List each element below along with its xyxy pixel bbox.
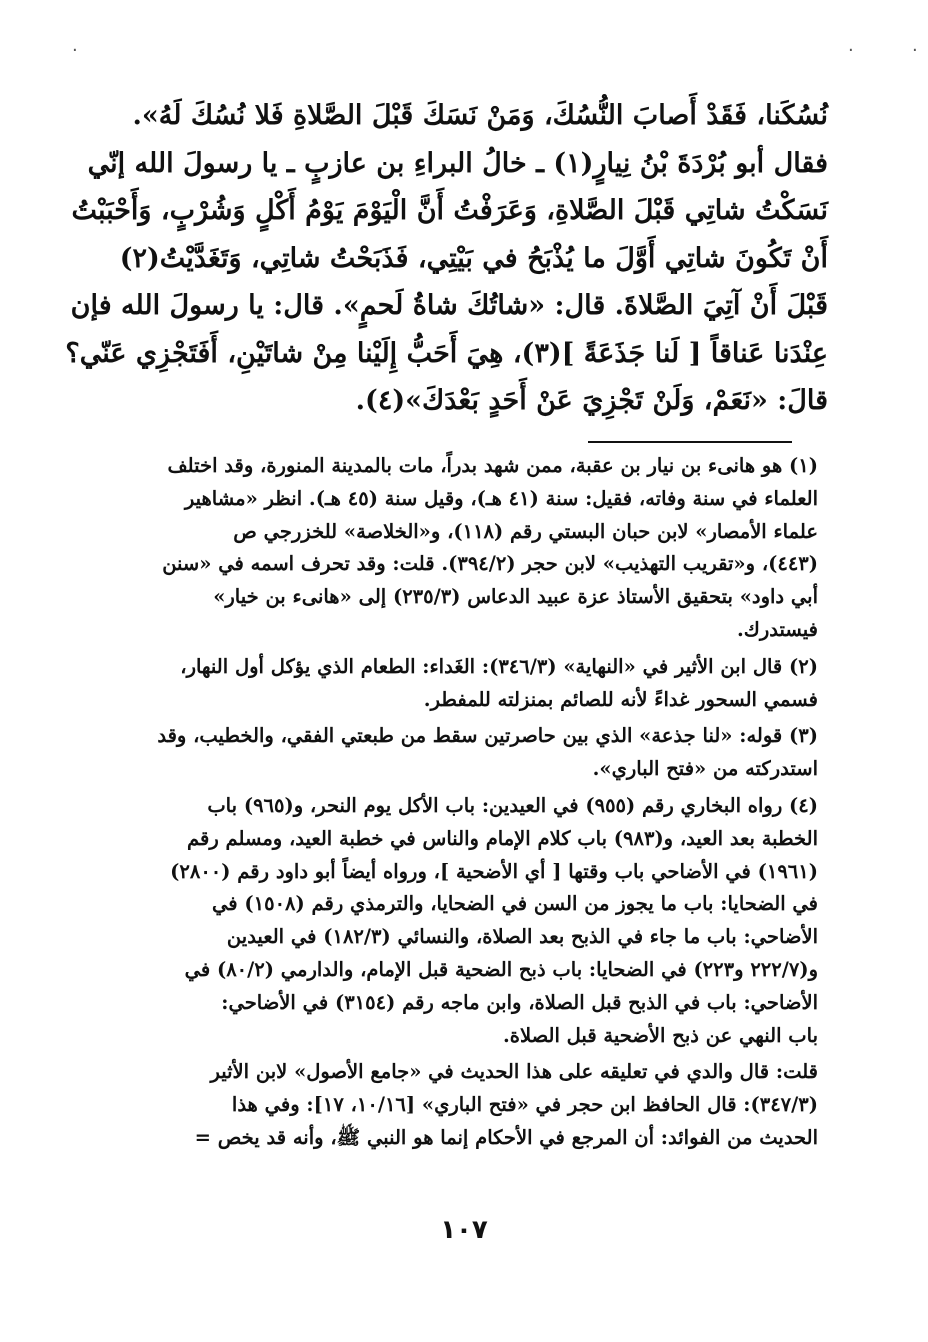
- main-text-line: نَسَكْتُ شاتِي قَبْلَ الصَّلاةِ، وَعَرَفْتُ أَنَّ الْيَوْمَ يَوْمُ أَكْلٍ وَشُرْبٍ، وَأَحْبَبْتُ: [71, 195, 828, 226]
- footnote-1: [98, 450, 818, 647]
- page-number: ١٠٧: [440, 1215, 488, 1245]
- footnote-separator: [588, 441, 792, 443]
- main-text-line: أَنْ تَكُونَ شاتِي أَوَّلَ ما يُذْبَحُ في بَيْتِي، فَذَبَحْتُ شاتِي، وَتَغَدَّيْتُ(٢): [119, 242, 828, 274]
- footnotes-section: [98, 450, 818, 1159]
- footnote-number: (١): [789, 454, 818, 477]
- scan-speck: ·: [72, 40, 78, 61]
- footnote-line: رواه البخاري رقم (٩٥٥) في العيدين: باب الأكل يوم النحر، و(٩٦٥) باب: [207, 793, 783, 817]
- main-hadith-text: [65, 92, 828, 425]
- footnote-2: [98, 651, 818, 717]
- footnote-number: (٢): [789, 654, 818, 678]
- footnote-line: أبي داود» بتحقيق الأستاذ عزة عبيد الدعاس (٢٣٥/٣) إلى «هانىء بن خيار»: [213, 585, 818, 609]
- main-text-line: فقال أبو بُرْدَةَ بْنُ نِيارٍ(١) ـ خالُ البراءِ بن عازبٍ ـ يا رسولَ الله إنّي: [87, 147, 828, 179]
- footnote-line: الخطبة بعد العيد، و(٩٨٣) باب كلام الإمام والناس في خطبة العيد، ومسلم رقم: [187, 826, 818, 850]
- scan-speck: ·: [848, 40, 854, 61]
- footnote-line: الحديث من الفوائد: أن المرجع في الأحكام إنما هو النبي ﷺ، وأنه قد يخص =: [194, 1125, 818, 1149]
- footnote-4: [98, 790, 818, 1052]
- footnote-line: (٤٤٣)، و«تقريب التهذيب» لابن حجر (٣٩٤/٢). قلت: وقد تحرف اسمه في «سنن: [162, 552, 818, 576]
- main-text-line: قالَ: «نَعَمْ، وَلَنْ تَجْزِيَ عَنْ أَحَدٍ بَعْدَكَ»(٤).: [355, 385, 828, 416]
- footnote-line: فيستدرك.: [737, 617, 818, 641]
- footnote-number: (٤): [789, 793, 818, 817]
- footnote-line: الأضاحي: باب ما جاء في الذبح بعد الصلاة، والنسائي (١٨٢/٣) في العيدين: [226, 925, 818, 949]
- footnote-number: (٣): [789, 724, 818, 748]
- scan-speck: ·: [912, 40, 918, 61]
- footnote-line: العلماء في سنة وفاته، فقيل: سنة (٤١ هـ)، وقيل سنة (٤٥ هـ). انظر «مشاهير: [184, 486, 818, 510]
- footnote-line: باب النهي عن ذبح الأضحية قبل الصلاة.: [502, 1023, 818, 1047]
- footnote-line: في الضحايا: باب ما يجوز من السن في الضحايا، والترمذي رقم (١٥٠٨) في: [212, 892, 818, 916]
- footnote-line: الأضاحي: باب في الذبح قبل الصلاة، وابن ماجه رقم (٣١٥٤) في الأضاحي:: [221, 990, 818, 1014]
- main-text-line: عِنْدَنا عَناقاً [ لَنا جَذَعَةً ](٣)، هِيَ أَحَبُّ إِلَيْنا مِنْ شاتَيْنِ، أَفَتَجْزِي عَنّي؟: [65, 337, 828, 369]
- footnote-line: استدركته من «فتح الباري».: [592, 757, 818, 781]
- footnote-line: (٣٤٧/٣): قال الحافظ ابن حجر في «فتح الباري» [١٠/١٦، ١٧]: وفي هذا: [231, 1093, 818, 1117]
- footnote-line: هو هانىء بن نيار بن عقبة، ممن شهد بدراً، مات بالمدينة المنورة، وقد اختلف: [167, 454, 783, 477]
- footnote-line: و(٢٢٢/٧ و٢٢٣) في الضحايا: باب ذبح الضحية قبل الإمام، والدارمي (٨٠/٢) في: [184, 957, 818, 981]
- footnote-line: قوله: «لنا جذعة» الذي بين حاصرتين سقط من طبعتي الفقي، والخطيب، وقد: [157, 724, 783, 748]
- footnote-line: (١٩٦١) في الأضاحي باب وقتها [ أي الأضحية ]، ورواه أيضاً أبو داود رقم (٢٨٠٠): [170, 859, 818, 883]
- footnote-line: قال ابن الأثير في «النهاية» (٣٤٦/٣): الغَداء: الطعام الذي يؤكل أول النهار،: [180, 654, 783, 678]
- main-text-line: نُسُكَنا، فَقَدْ أَصابَ النُّسُكَ، وَمَنْ نَسَكَ قَبْلَ الصَّلاةِ فَلا نُسُكَ لَهُ».: [132, 100, 828, 131]
- main-text-line: قَبْلَ أَنْ آتِيَ الصَّلاةَ. قال: «شاتُكَ شاةُ لَحمٍ». قال: يا رسولَ الله فإن: [70, 290, 828, 321]
- footnote-line: فسمي السحور غداءً لأنه للصائم بمنزلته للمفطر.: [423, 687, 818, 711]
- footnote-line: قلت: قال والدي في تعليقه على هذا الحديث في «جامع الأصول» لابن الأثير: [210, 1060, 818, 1084]
- editor-note: [98, 1056, 818, 1154]
- footnote-3: [98, 720, 818, 786]
- footnote-line: علماء الأمصار» لابن حبان البستي رقم (١١٨)، و«الخلاصة» للخزرجي ص: [233, 519, 818, 543]
